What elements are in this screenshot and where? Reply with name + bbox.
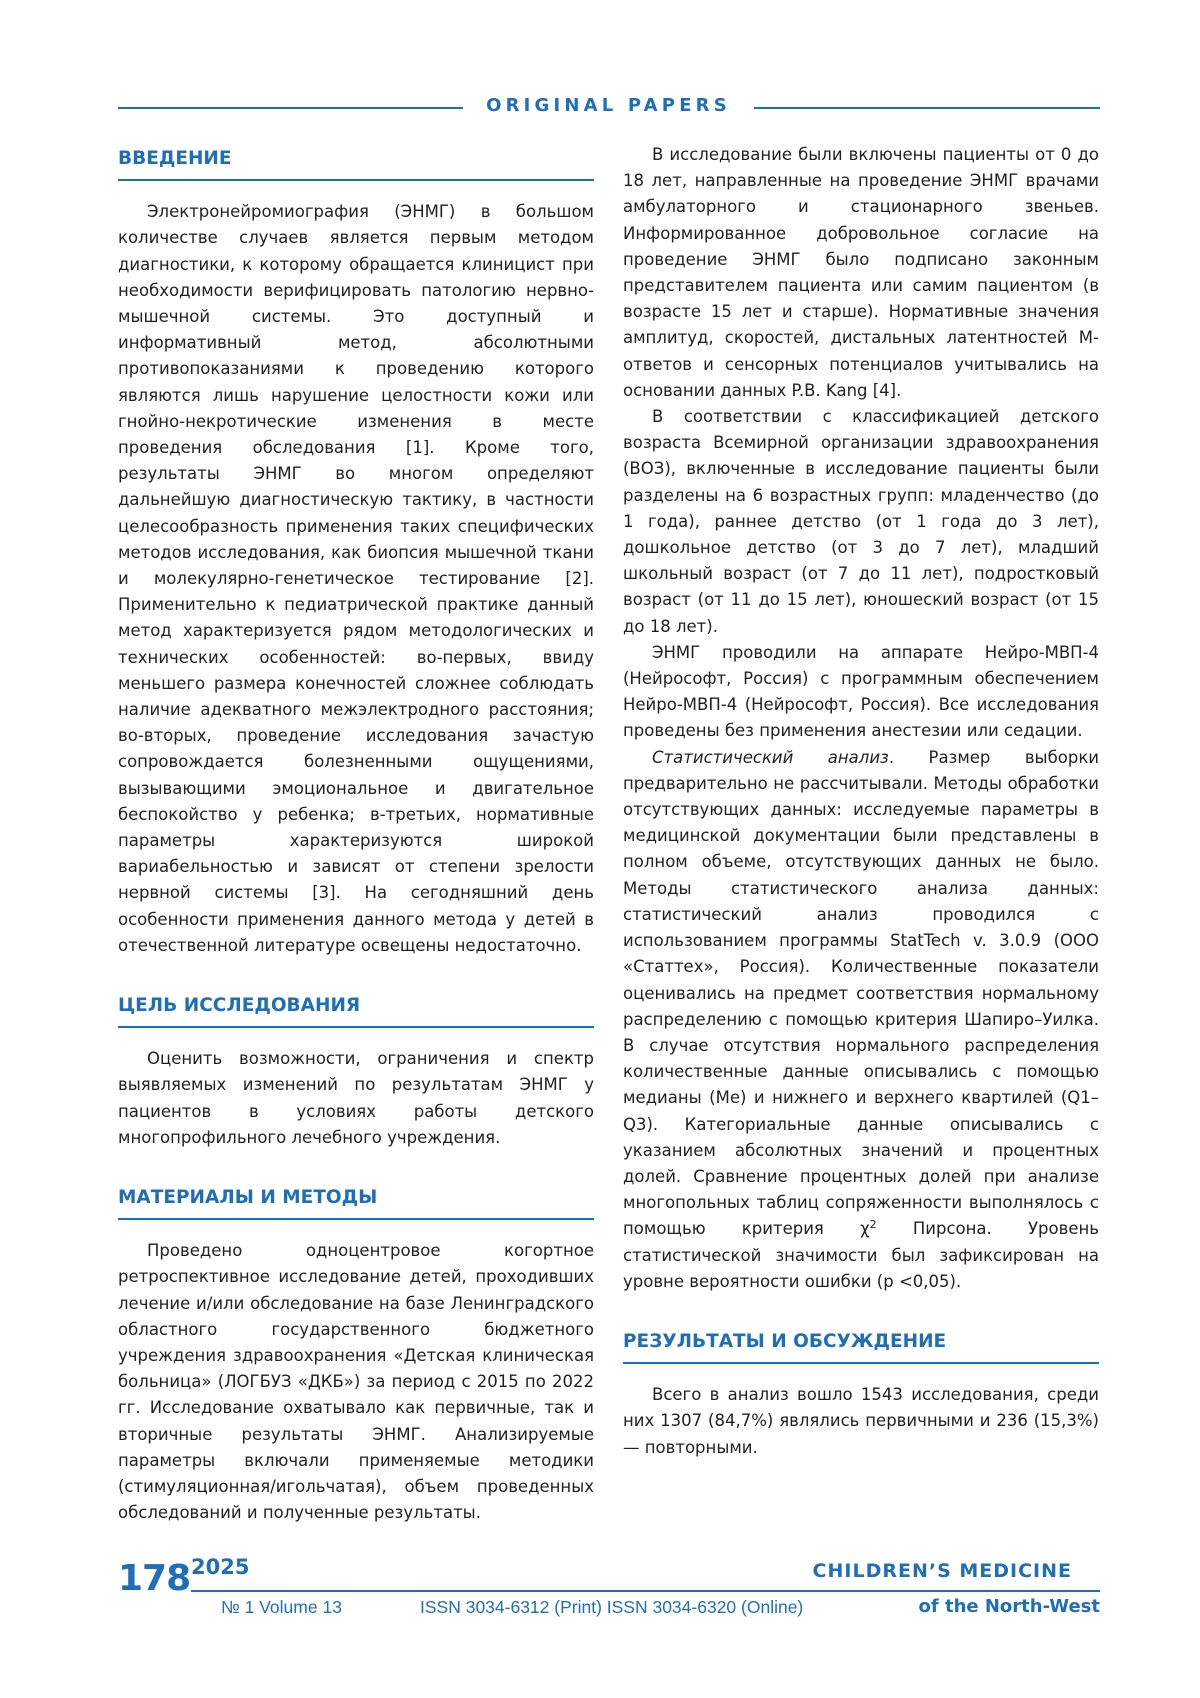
methods-paragraph: Проведено одноцентровое когортное ретроспективное исследование детей, проходивших лечение и/или обследование на базе Ленинградского областного государственного бюджетного учреждения здравоохранения «Детская клиническая больница» (ЛОГБУЗ «ДКБ») за период с 2015 по 2022 гг. Исследование охватывало как первичные, так и вторичные результаты ЭНМГ. Анализируемые параметры включали применяемые методики (стимуляционная/игольчатая), объем проведенных обследований и полученные результаты.	[118, 1241, 594, 1523]
statistics-subheading: Статистический анализ	[652, 747, 889, 767]
statistics-text-b: Пирсона. Уровень статистической значимости был зафиксирован на уровне вероятности ошибки (p <0,05).	[623, 1219, 1100, 1291]
left-column	[118, 142, 594, 1527]
running-header	[118, 94, 1100, 120]
header-rule-right	[754, 107, 1100, 109]
issue-year: 2025	[191, 1555, 250, 1579]
results-paragraph: Всего в анализ вошло 1543 исследования, среди них 1307 (84,7%) являлись первичными и 236 (15,3%) — повторными.	[623, 1385, 1099, 1457]
equipment-paragraph: ЭНМГ проводили на аппарате Нейро-МВП-4 (Нейрософт, Россия) с программным обеспечением Нейро-МВП-4 (Нейрософт, Россия). Все исследования проведены без применения анестезии или седации.	[623, 642, 1099, 741]
header-rule-left	[118, 107, 463, 109]
right-column	[623, 142, 1099, 1461]
intro-paragraph: Электронейромиография (ЭНМГ) в большом количестве случаев является первым методом диагностики, к которому обращается клиницист при необходимости верифицировать патологию нервно-мышечной системы. Это доступный и информативный метод, абсолютными противопоказаниями к проведению которого являются лишь нарушение целостности кожи или гнойно-некротические изменения в месте проведения обследования [1]. Кроме того, результаты ЭНМГ во многом определяют дальнейшую диагностическую тактику, в частности целесообразность применения таких специфических методов исследования, как биопсия мышечной ткани и молекулярно-генетическое тестирование [2]. Применительно к педиатрической практике данный метод характеризуется рядом методологических и технических особенностей: во-первых, ввиду меньшего размера конечностей сложнее соблюдать наличие адекватного межэлектродного расстояния; во-вторых, проведение исследования зачастую сопровождается болезненными ощущениями, вызывающими эмоциональное и двигательное беспокойство у ребенка; в-третьих, нормативные параметры характеризуются широкой вариабельностью и зависят от степени зрелости нервной системы [3]. На сегодняшний день особенности применения данного метода у детей в отечественной литературе освещены недостаточно.	[118, 202, 594, 955]
results-heading: РЕЗУЛЬТАТЫ И ОБСУЖДЕНИЕ	[623, 1325, 1099, 1364]
aim-heading: ЦЕЛЬ ИССЛЕДОВАНИЯ	[118, 989, 594, 1028]
chi-square-superscript: 2	[869, 1218, 877, 1232]
statistics-text-a: . Размер выборки предварительно не рассчитывали. Методы обработки отсутствующих данных: исследуемые параметры в медицинской документации были представлены в полном объеме, отсутствующих данных не было. Методы статистического анализа данных: статистический анализ проводился с использованием программы StatTech v. 3.0.9 (ООО «Статтех», Россия). Количественные показатели оценивались на предмет соответствия нормальному распределению с помощью критерия Шапиро–Уилка. В случае отсутствия нормального распределения количественные данные описывались с помощью медианы (Me) и нижнего и верхнего квартилей (Q1–Q3). Категориальные данные описывались с указанием абсолютных значений и процентных долей. Сравнение процентных долей при анализе многопольных таблиц сопряженности выполнялось с помощью критерия χ	[623, 747, 1100, 1239]
journal-title: CHILDREN’S MEDICINE	[812, 1560, 1072, 1582]
intro-heading: ВВЕДЕНИЕ	[118, 142, 594, 181]
patients-paragraph: В исследование были включены пациенты от 0 до 18 лет, направленные на проведение ЭНМГ врачами амбулаторного и стационарного звеньев. Информированное добровольное согласие на проведение ЭНМГ было подписано законным представителем пациента или самим пациентом (в возрасте 15 лет и старше). Нормативные значения амплитуд, скоростей, дистальных латентностей М-ответов и сенсорных потенциалов учитывались на основании данных P.B. Kang [4].	[623, 145, 1099, 400]
footer-rule	[191, 1590, 1100, 1592]
section-label: ORIGINAL PAPERS	[486, 95, 731, 116]
age-groups-paragraph: В соответствии с классификацией детского возраста Всемирной организации здравоохранения (ВОЗ), включенные в исследование пациенты были разделены на 6 возрастных групп: младенчество (до 1 года), раннее детство (от 1 года до 3 лет), дошкольное детство (от 3 до 7 лет), младший школьный возраст (от 7 до 11 лет), подростковый возраст (от 11 до 15 лет), юношеский возраст (от 15 до 18 лет).	[623, 407, 1099, 636]
issue-volume: № 1 Volume 13	[221, 1597, 342, 1617]
page-number: 178	[118, 1558, 191, 1599]
statistics-paragraph	[623, 745, 1099, 1295]
methods-heading: МАТЕРИАЛЫ И МЕТОДЫ	[118, 1181, 594, 1220]
aim-paragraph: Оценить возможности, ограничения и спектр выявляемых изменений по результатам ЭНМГ у пациентов в условиях работы детского многопрофильного лечебного учреждения.	[118, 1049, 594, 1147]
issn-line: ISSN 3034-6312 (Print) ISSN 3034-6320 (Online)	[420, 1597, 804, 1617]
journal-subtitle: of the North-West	[918, 1596, 1100, 1617]
